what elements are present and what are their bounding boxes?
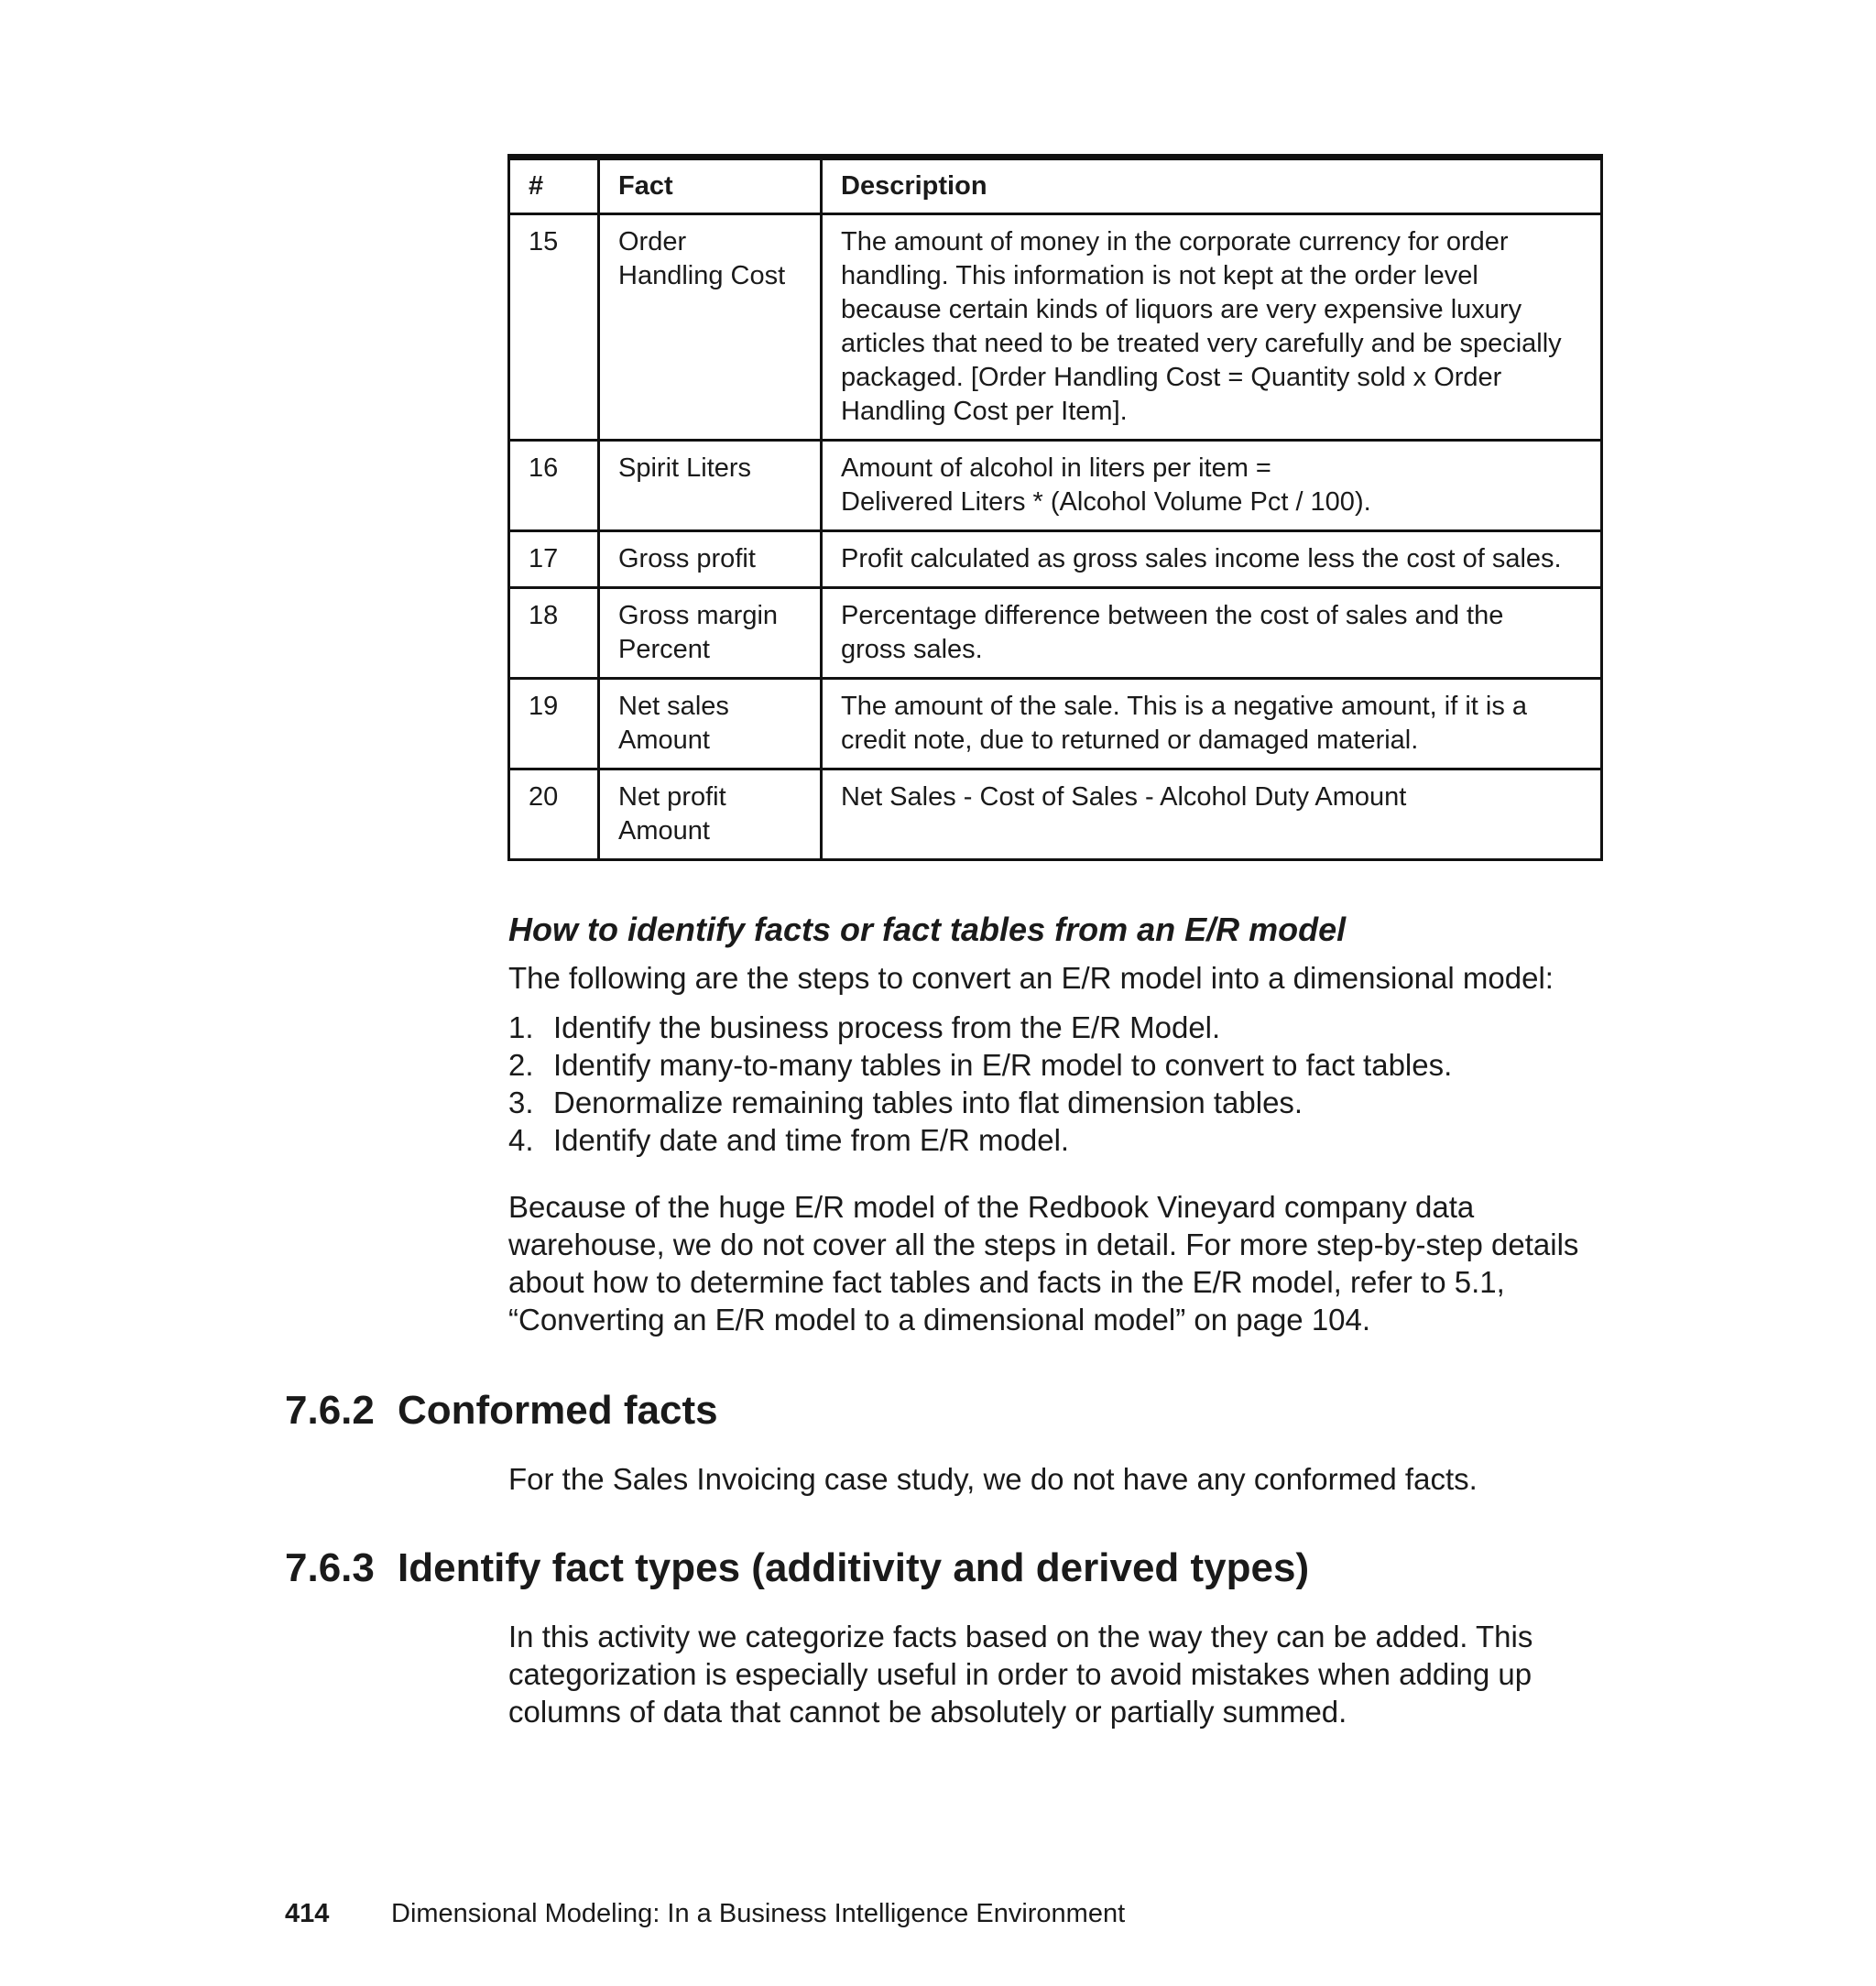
step-text: Denormalize remaining tables into flat dimension tables.	[553, 1086, 1303, 1119]
fact-name: Net profit Amount	[599, 769, 822, 860]
row-number: 16	[509, 441, 599, 531]
section-number: 7.6.3	[285, 1545, 375, 1590]
table-row	[509, 531, 1602, 588]
table-row	[509, 679, 1602, 769]
step-number: 2.	[508, 1048, 534, 1082]
row-number: 17	[509, 531, 599, 588]
section-title-text: Conformed facts	[398, 1388, 718, 1433]
redbook-paragraph: Because of the huge E/R model of the Redbook Vineyard company data warehouse, we do not cover all the steps in detail. For more step-by-step details about how to determine fact tables and facts in the E/R model, refer to 5.1, “Converting an E/R model to a dimensional model” on page 104.	[508, 1190, 1579, 1337]
table-row	[509, 441, 1602, 531]
book-title: Dimensional Modeling: In a Business Intelligence Environment	[391, 1899, 1126, 1928]
fact-description: The amount of the sale. This is a negative amount, if it is a credit note, due to returned or damaged material.	[822, 679, 1602, 769]
row-number: 18	[509, 588, 599, 679]
list-item	[508, 1121, 1452, 1159]
table-row	[509, 214, 1602, 441]
fact-description: Amount of alcohol in liters per item = Delivered Liters * (Alcohol Volume Pct / 100).	[822, 441, 1602, 531]
fact-description: Net Sales - Cost of Sales - Alcohol Duty Amount	[822, 769, 1602, 860]
step-text: Identify the business process from the E/R Model.	[553, 1010, 1221, 1044]
section-number: 7.6.2	[285, 1388, 375, 1433]
list-item	[508, 1046, 1452, 1084]
header-num: #	[509, 158, 599, 214]
section-title-text: Identify fact types (additivity and derived types)	[398, 1545, 1310, 1590]
fact-name: Gross profit	[599, 531, 822, 588]
list-item	[508, 1009, 1452, 1046]
fact-name: Spirit Liters	[599, 441, 822, 531]
fact-name: Order Handling Cost	[599, 214, 822, 441]
table-row	[509, 588, 1602, 679]
fact-name: Gross margin Percent	[599, 588, 822, 679]
table-body	[509, 214, 1602, 860]
step-number: 1.	[508, 1010, 534, 1044]
step-number: 3.	[508, 1086, 534, 1119]
section-heading-762	[285, 1388, 718, 1434]
intro-text: The following are the steps to convert an E/R model into a dimensional model:	[508, 961, 1554, 995]
fact-name: Net sales Amount	[599, 679, 822, 769]
header-fact: Fact	[599, 158, 822, 214]
step-text: Identify many-to-many tables in E/R model to convert to fact tables.	[553, 1048, 1453, 1082]
table-row	[509, 769, 1602, 860]
section-763-body: In this activity we categorize facts based on the way they can be added. This categorization is especially useful in order to avoid mistakes when adding up columns of data that cannot be absolutely or partially summed.	[508, 1620, 1533, 1729]
fact-description: Profit calculated as gross sales income less the cost of sales.	[822, 531, 1602, 588]
row-number: 15	[509, 214, 599, 441]
step-number: 4.	[508, 1123, 534, 1157]
subheading: How to identify facts or fact tables from an E/R model	[508, 911, 1347, 948]
fact-description: The amount of money in the corporate currency for order handling. This information is not kept at the order level because certain kinds of liquors are very expensive luxury articles that need to be treated very carefully and be specially packaged. [Order Handling Cost = Quantity sold x Order Handling Cost per Item].	[822, 214, 1602, 441]
steps-list	[508, 1009, 1452, 1159]
table-header-row	[509, 158, 1602, 214]
section-762-body: For the Sales Invoicing case study, we do not have any conformed facts.	[508, 1462, 1478, 1496]
row-number: 20	[509, 769, 599, 860]
facts-table	[507, 154, 1603, 861]
fact-description: Percentage difference between the cost of sales and the gross sales.	[822, 588, 1602, 679]
step-text: Identify date and time from E/R model.	[553, 1123, 1070, 1157]
header-description: Description	[822, 158, 1602, 214]
list-item	[508, 1084, 1452, 1121]
page-number: 414	[285, 1899, 330, 1928]
row-number: 19	[509, 679, 599, 769]
section-heading-763	[285, 1545, 1309, 1591]
